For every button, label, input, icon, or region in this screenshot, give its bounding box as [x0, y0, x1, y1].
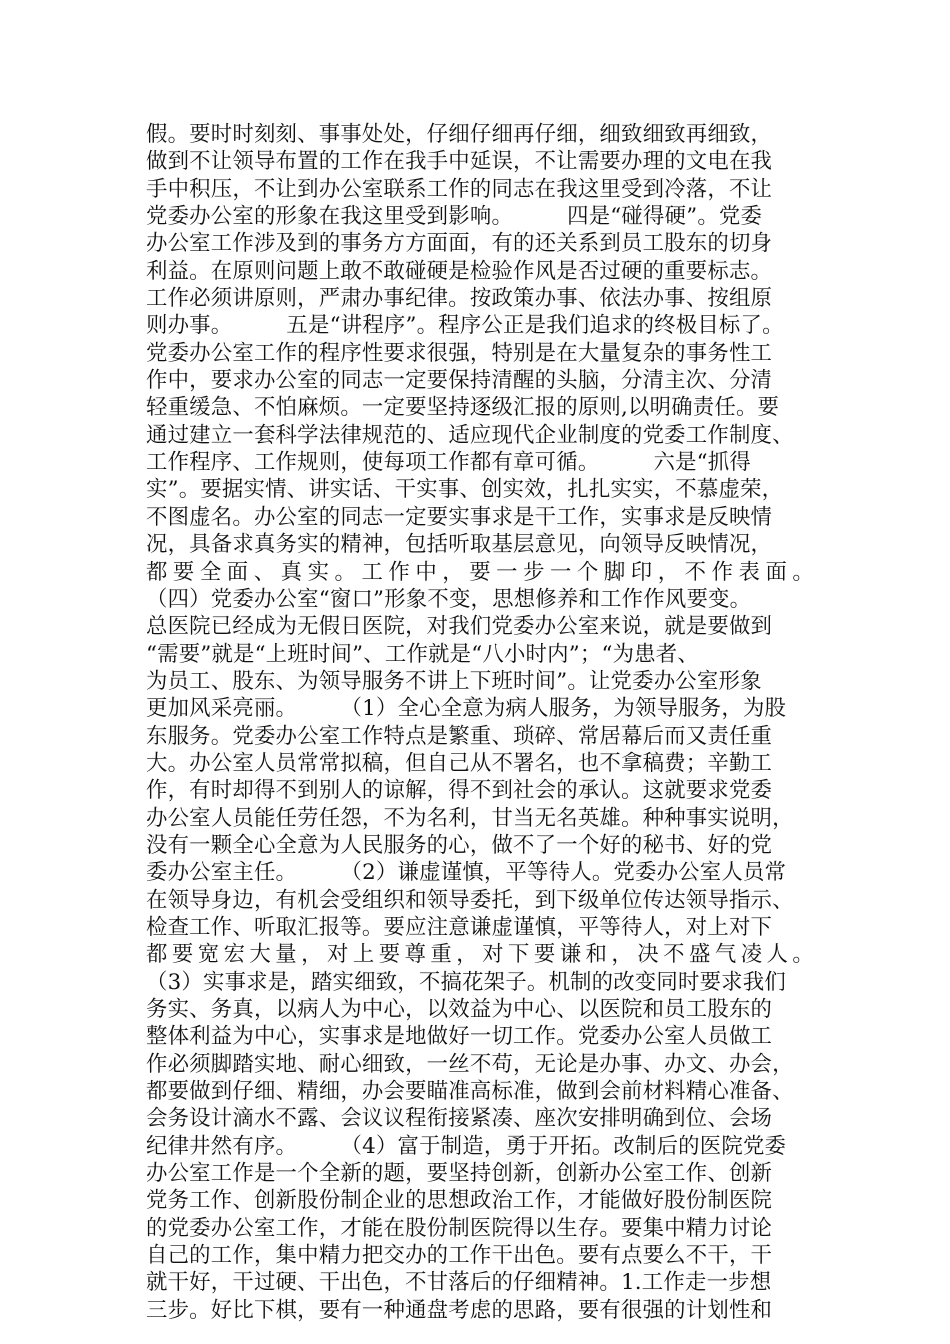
- text-line: 党委办公室工作的程序性要求很强，特别是在大量复杂的事务性工: [146, 340, 773, 366]
- text-line: 东服务。党委办公室工作特点是繁重、琐碎、常居幕后而又责任重: [146, 723, 773, 749]
- text-line: 作，有时却得不到别人的谅解，得不到社会的承认。这就要求党委: [146, 778, 773, 804]
- text-line: 会务设计滴水不露、会议议程衔接紧凑、座次安排明确到位、会场: [146, 1106, 773, 1132]
- text-line: 都要宽宏大量，对上要尊重，对下要谦和，决不盛气凌人。: [146, 942, 814, 968]
- text-line: 手中积压，不让到办公室联系工作的同志在我这里受到冷落，不让: [146, 176, 773, 202]
- text-line: 办公室工作是一个全新的题，要坚持创新，创新办公室工作、创新: [146, 1161, 773, 1187]
- text-line: 务实、务真，以病人为中心，以效益为中心、以医院和员工股东的: [146, 997, 773, 1022]
- text-line: 三步。好比下棋，要有一种通盘考虑的思路，要有很强的计划性和: [146, 1297, 773, 1323]
- text-line: 作必须脚踏实地、耐心细致，一丝不苟，无论是办事、办文、办会，: [146, 1051, 794, 1077]
- text-line: 利益。在原则问题上敢不敢碰硬是检验作风是否过硬的重要标志。: [146, 258, 773, 284]
- text-line: 没有一颗全心全意为人民服务的心，做不了一个好的秘书、好的党: [146, 832, 773, 858]
- text-line: （四）党委办公室“窗口”形象不变，思想修养和工作作风要变。: [146, 586, 752, 612]
- text-line: 委办公室主任。 （2）谦虚谨慎，平等待人。党委办公室人员常: [146, 860, 787, 886]
- text-line: 都要全面、真实。工作中，要一步一个脚印，不作表面。: [146, 559, 814, 585]
- text-line: 况，具备求真务实的精神，包括听取基层意见，向领导反映情况，: [146, 532, 773, 558]
- text-line: 在领导身边，有机会受组织和领导委托，到下级单位传达领导指示、: [146, 887, 794, 913]
- text-line: 作中，要求办公室的同志一定要保持清醒的头脑，分清主次、分清: [146, 368, 773, 394]
- text-line: 整体利益为中心，实事求是地做好一切工作。党委办公室人员做工: [146, 1024, 773, 1050]
- text-line: 实”。要据实情、讲实话、干实事、创实效，扎扎实实，不慕虚荣，: [146, 477, 784, 503]
- text-line: 检查工作、听取汇报等。要应注意谦虚谨慎，平等待人，对上对下: [146, 914, 773, 940]
- text-line: 工作程序、工作规则，使每项工作都有章可循。 六是“抓得: [146, 450, 751, 476]
- text-line: 假。要时时刻刻、事事处处，仔细仔细再仔细，细致细致再细致，: [146, 122, 773, 147]
- text-line: “需要”就是“上班时间”、工作就是“八小时内”；“为患者、: [146, 641, 699, 667]
- text-line: （3）实事求是，踏实细致，不搞花架子。机制的改变同时要求我们: [146, 969, 786, 995]
- text-line: 办公室人员能任劳任怨，不为名利，甘当无名英雄。种种事实说明，: [146, 805, 794, 831]
- text-line: 大。办公室人员常常拟稿，但自己从不署名，也不拿稿费；辛勤工: [146, 750, 773, 776]
- text-line: 的党委办公室工作，才能在股份制医院得以生存。要集中精力讨论: [146, 1215, 773, 1241]
- text-line: 党务工作、创新股份制企业的思想政治工作，才能做好股份制医院: [146, 1188, 773, 1214]
- body-text: [146, 121, 814, 1324]
- text-line: 党委办公室的形象在我这里受到影响。 四是“碰得硬”。党委: [146, 204, 763, 230]
- text-line: 轻重缓急、不怕麻烦。一定要坚持逐级汇报的原则,以明确责任。要: [146, 395, 780, 421]
- text-line: 则办事。 五是“讲程序”。程序公正是我们追求的终极目标了。: [146, 313, 784, 339]
- text-line: 自己的工作，集中精力把交办的工作干出色。要有点要么不干，干: [146, 1243, 773, 1269]
- text-line: 都要做到仔细、精细，办会要瞄准高标准，做到会前材料精心准备、: [146, 1079, 794, 1105]
- text-line: 为员工、股东、为领导服务不讲上下班时间”。让党委办公室形象: [146, 668, 762, 694]
- text-line: 总医院已经成为无假日医院，对我们党委办公室来说，就是要做到: [146, 614, 773, 640]
- text-line: 工作必须讲原则，严肃办事纪律。按政策办事、依法办事、按组原: [146, 286, 773, 312]
- text-line: 不图虚名。办公室的同志一定要实事求是干工作，实事求是反映情: [146, 504, 773, 530]
- text-line: 更加风采亮丽。 （1）全心全意为病人服务，为领导服务，为股: [146, 696, 787, 722]
- text-line: 就干好，干过硬、干出色，不甘落后的仔细精神。1.工作走一步想: [146, 1270, 772, 1296]
- text-line: 纪律井然有序。 （4）富于制造，勇于开拓。改制后的医院党委: [146, 1133, 787, 1159]
- text-line: 办公室工作涉及到的事务方方面面，有的还关系到员工股东的切身: [146, 231, 773, 257]
- text-line: 通过建立一套科学法律规范的、适应现代企业制度的党委工作制度、: [146, 422, 794, 448]
- text-line: 做到不让领导布置的工作在我手中延误，不让需要办理的文电在我: [146, 149, 773, 175]
